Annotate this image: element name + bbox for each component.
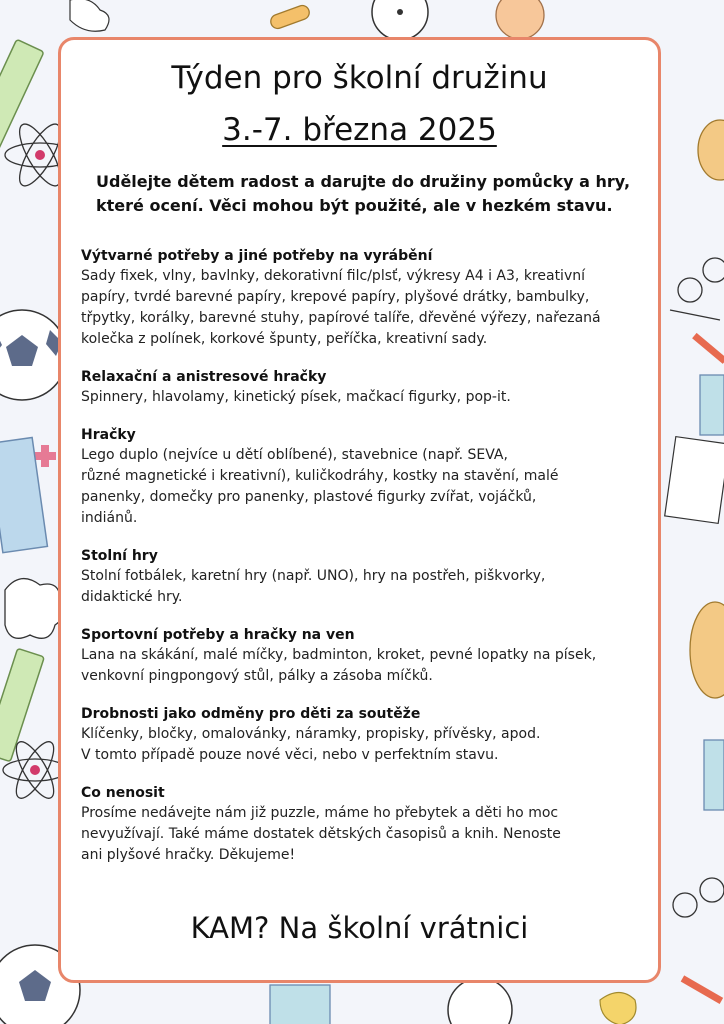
body-line: různé magnetické i kreativní), kuličkodráhy, kostky na stavění, malé — [81, 468, 559, 484]
scissors-icon-2 — [673, 878, 724, 917]
section-body — [81, 724, 651, 766]
pencil-icon-2 — [681, 975, 723, 1004]
event-date — [61, 112, 658, 148]
body-line: papíry, tvrdé barevné papíry, krepové papíry, plyšové drátky, bambulky, — [81, 289, 590, 305]
soccer-ball-icon — [0, 310, 67, 400]
body-line: panenky, domečky pro panenky, plastové figurky zvířat, vojáčků, — [81, 489, 537, 505]
section-heading: Sportovní potřeby a hračky na ven — [81, 627, 355, 643]
body-line: Stolní fotbálek, karetní hry (např. UNO), hry na postřeh, piškvorky, — [81, 568, 546, 584]
section-board-games — [81, 546, 651, 608]
scissors-icon — [670, 258, 724, 320]
body-line: V tomto případě pouze nové věci, nebo v perfektním stavu. — [81, 747, 499, 763]
body-line: nevyužívají. Také máme dostatek dětských časopisů a knih. Nenoste — [81, 826, 561, 842]
body-line: Sady fixek, vlny, bavlnky, dekorativní filc/plsť, výkresy A4 i A3, kreativní — [81, 268, 585, 284]
tube-icon — [269, 4, 311, 31]
soccer-ball-icon-3 — [448, 978, 512, 1024]
section-heading: Hračky — [81, 427, 136, 443]
announcement-card — [58, 37, 661, 983]
section-craft-supplies — [81, 246, 651, 350]
section-heading: Stolní hry — [81, 548, 158, 564]
lightbulb-icon — [496, 0, 544, 39]
ruler-icon-2 — [0, 648, 44, 761]
ruler-icon-right — [700, 375, 724, 435]
body-line: Prosíme nedávejte nám již puzzle, máme ho přebytek a děti ho moc — [81, 805, 559, 821]
section-body — [81, 803, 651, 866]
mug-icon — [698, 120, 724, 180]
section-small-prizes — [81, 704, 651, 766]
body-line: Klíčenky, bločky, omalovánky, náramky, propisky, přívěsky, apod. — [81, 726, 541, 742]
intro-line: Udělejte dětem radost a darujte do družiny pomůcky a hry, — [96, 172, 631, 191]
section-body — [81, 266, 651, 350]
cloud-icon-top — [70, 0, 109, 31]
section-heading: Výtvarné potřeby a jiné potřeby na vyrábění — [81, 248, 433, 264]
section-do-not-bring — [81, 783, 651, 866]
body-line: venkovní pingpongový stůl, pálky a zásoba míčků. — [81, 668, 433, 684]
section-outdoor-sports — [81, 625, 651, 687]
cup-icon — [270, 985, 330, 1024]
mug-icon-2 — [690, 602, 724, 698]
body-line: Lego duplo (nejvíce u dětí oblíbené), stavebnice (např. SEVA, — [81, 447, 508, 463]
body-line: třpytky, korálky, barevné stuhy, papírové talíře, dřevěné výřezy, nařezaná — [81, 310, 601, 326]
body-line: kolečka z polínek, korkové špunty, peříčka, kreativní sady. — [81, 331, 488, 347]
intro-line: které ocení. Věci mohou být použité, ale v hezkém stavu. — [96, 196, 613, 215]
section-heading: Relaxační a anistresové hračky — [81, 369, 327, 385]
section-body — [81, 645, 651, 687]
section-heading: Drobnosti jako odměny pro děti za soutěže — [81, 706, 421, 722]
section-body — [81, 445, 651, 529]
pencil-icon — [692, 333, 724, 364]
section-heading: Co nenosit — [81, 785, 165, 801]
page-title: Týden pro školní družinu — [171, 60, 548, 96]
ruler-icon-right-2 — [704, 740, 724, 810]
body-line: didaktické hry. — [81, 589, 183, 605]
body-line: indiánů. — [81, 510, 138, 526]
notepad-icon — [665, 437, 724, 524]
body-line: Spinnery, hlavolamy, kinetický písek, mačkací figurky, pop-it. — [81, 389, 511, 405]
body-line: ani plyšové hračky. Děkujeme! — [81, 847, 296, 863]
donation-sections — [81, 246, 651, 883]
section-toys — [81, 425, 651, 529]
drop-off-location: KAM? Na školní vrátnici — [190, 911, 529, 945]
section-body — [81, 387, 651, 408]
plus-icon — [34, 445, 56, 467]
cloud-icon — [5, 579, 64, 639]
intro-text — [96, 170, 636, 218]
section-relaxation-toys — [81, 367, 651, 408]
clock-icon — [372, 0, 428, 40]
body-line: Lana na skákání, malé míčky, badminton, kroket, pevné lopatky na písek, — [81, 647, 597, 663]
event-date-text: 3.-7. března 2025 — [222, 112, 497, 148]
section-body — [81, 566, 651, 608]
lemon-icon — [600, 993, 636, 1024]
